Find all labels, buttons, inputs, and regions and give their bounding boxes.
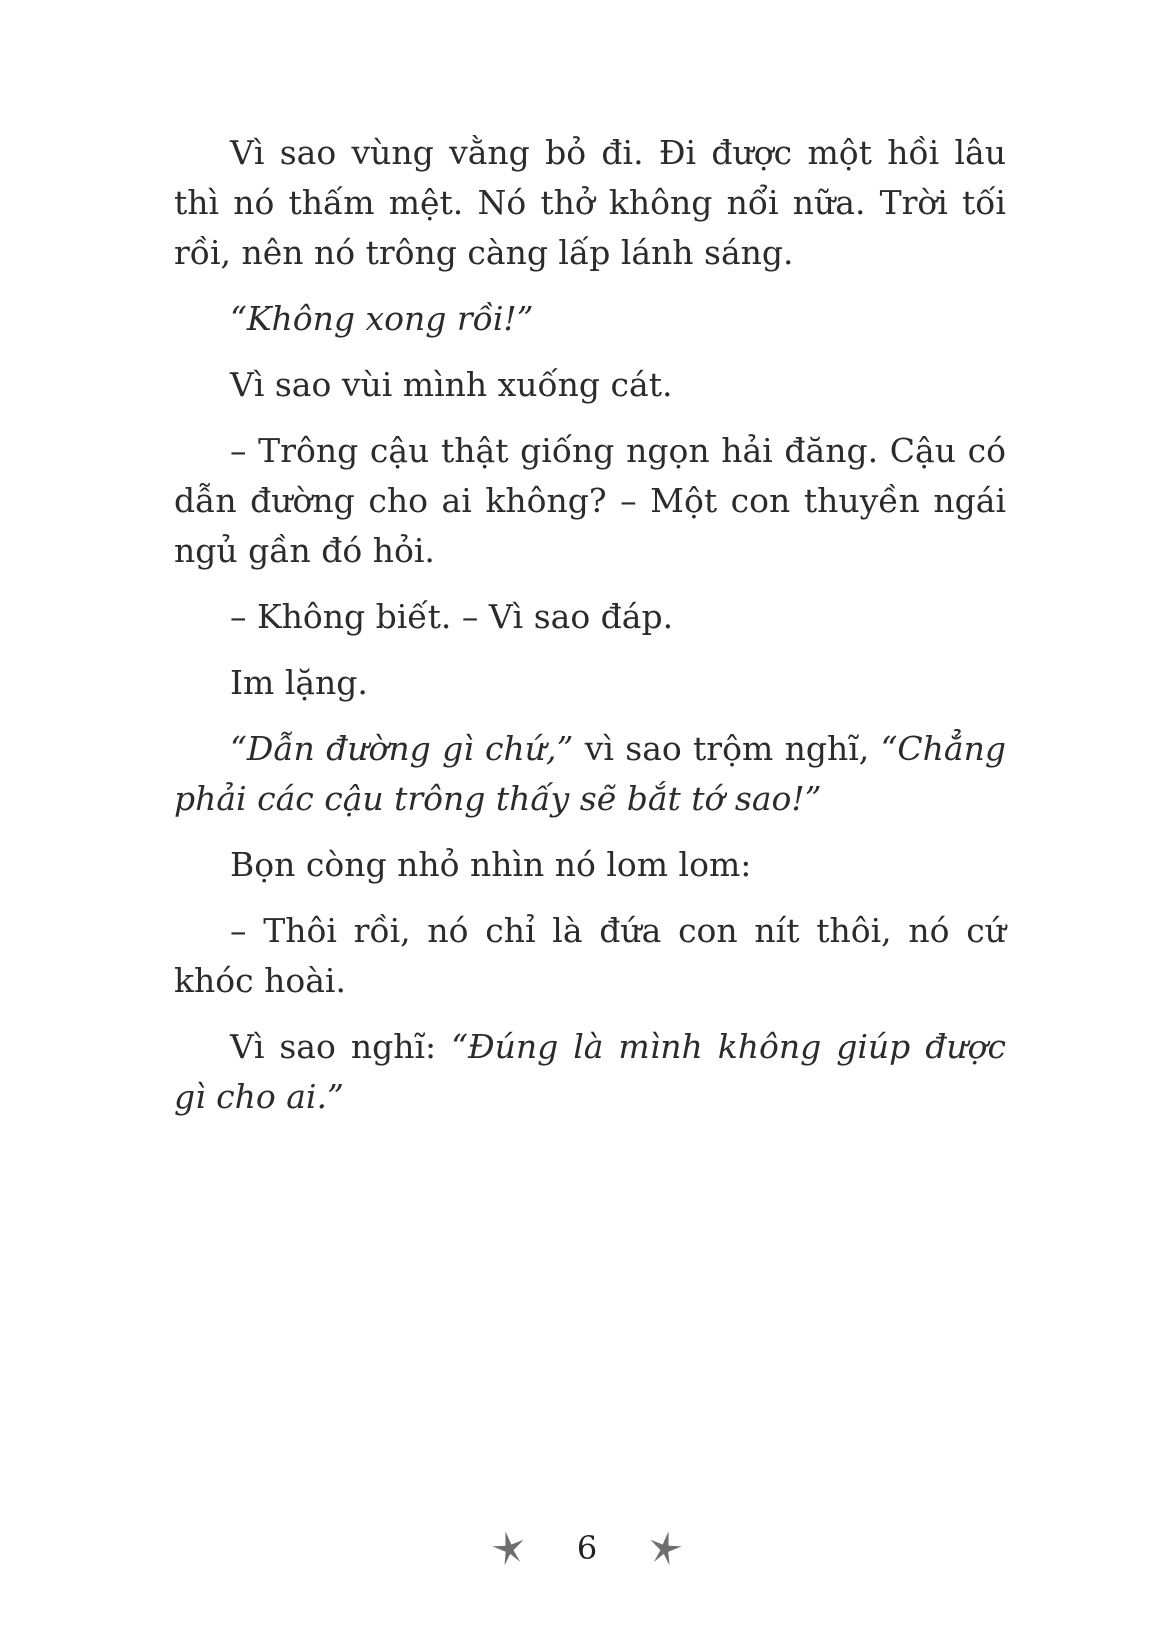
star-icon	[489, 1528, 529, 1568]
text-run: – Thôi rồi, nó chỉ là đứa con nít thôi, nó cứ khóc hoài.	[174, 911, 1006, 1000]
text-run: Vì sao nghĩ:	[230, 1027, 452, 1066]
paragraph	[174, 658, 1006, 708]
page-footer	[0, 1520, 1174, 1576]
paragraph	[174, 592, 1006, 642]
paragraph	[174, 1022, 1006, 1122]
italic-text: “Không xong rồi!”	[230, 299, 534, 338]
star-icon	[645, 1528, 685, 1568]
paragraph	[174, 128, 1006, 278]
text-run: Vì sao vùng vằng bỏ đi. Đi được một hồi lâu thì nó thấm mệt. Nó thở không nổi nữa. Trời tối rồi, nên nó trông càng lấp lánh sáng.	[174, 133, 1006, 272]
paragraph	[174, 360, 1006, 410]
italic-text: “Chẳng phải các cậu trông thấy sẽ bắt tớ sao!”	[174, 729, 1006, 818]
text-run: – Trông cậu thật giống ngọn hải đăng. Cậu có dẫn đường cho ai không? – Một con thuyền ngái ngủ gần đó hỏi.	[174, 431, 1006, 570]
page-number: 6	[576, 1529, 598, 1567]
italic-text: “Đúng là mình không giúp được gì cho ai.”	[174, 1027, 1006, 1116]
paragraph	[174, 294, 1006, 344]
page-body	[174, 128, 1006, 1138]
text-run: Im lặng.	[230, 663, 368, 702]
text-run: Vì sao vùi mình xuống cát.	[230, 365, 673, 404]
paragraph	[174, 724, 1006, 824]
paragraph	[174, 906, 1006, 1006]
paragraph	[174, 426, 1006, 576]
text-run: vì sao trộm nghĩ,	[573, 729, 881, 768]
text-run: Bọn còng nhỏ nhìn nó lom lom:	[230, 845, 752, 884]
text-run: – Không biết. – Vì sao đáp.	[230, 597, 674, 636]
paragraph	[174, 840, 1006, 890]
italic-text: “Dẫn đường gì chứ,”	[230, 729, 574, 768]
